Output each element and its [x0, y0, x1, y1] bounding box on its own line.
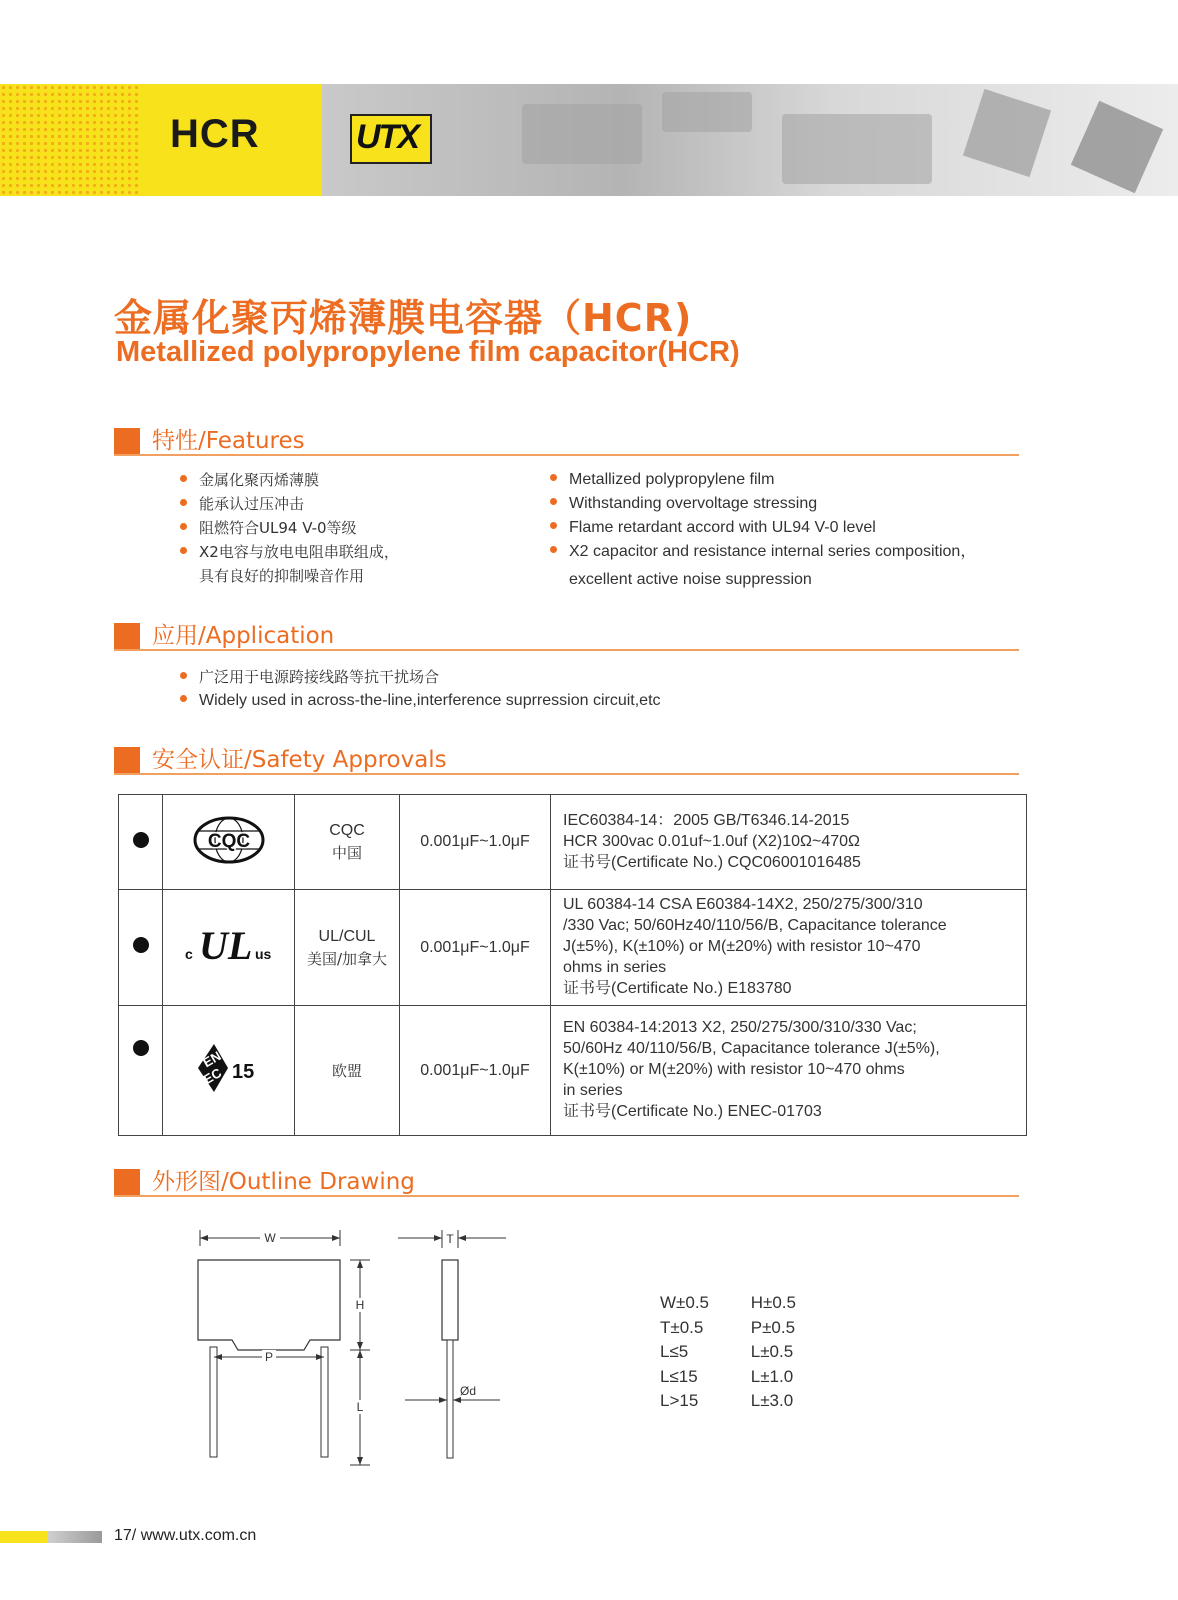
page-title-cn: 金属化聚丙烯薄膜电容器（HCR) — [114, 296, 693, 340]
section-marker — [114, 428, 140, 454]
header-photo — [322, 84, 1178, 196]
section-marker — [114, 1169, 140, 1195]
section-marker — [114, 623, 140, 649]
approval-region: 欧盟 — [295, 1006, 400, 1136]
header-dot-pattern — [0, 84, 140, 196]
footer-yellow-bar — [0, 1531, 48, 1543]
bullet-dot — [133, 832, 149, 848]
list-item: X2电容与放电电阻串联组成， — [180, 542, 399, 562]
series-title: HCR — [170, 112, 260, 156]
approval-name: CQC — [329, 822, 365, 839]
approval-name: UL/CUL — [318, 927, 376, 945]
svg-text:us: us — [254, 946, 271, 962]
approval-region: 中国 — [331, 844, 362, 862]
table-row: CQC CQC 中国 0.001μF~1.0μF IEC60384-14：2005 GB/T6346.14-2015 HCR 300vac 0.01uf~1.0uf (X2)10Ω~470Ω 证书号(Certificate No.) CQC06001016485 — [119, 795, 1027, 890]
capacitance-range: 0.001μF~1.0μF — [400, 795, 551, 890]
enec-logo — [194, 1038, 264, 1098]
outline-drawing — [190, 1220, 520, 1480]
capacitor-image — [963, 89, 1051, 177]
header-band — [0, 84, 1178, 196]
svg-text:T: T — [446, 1232, 454, 1246]
section-marker — [114, 747, 140, 773]
svg-text:c: c — [184, 946, 193, 962]
list-item: X2 capacitor and resistance internal series composition， — [550, 542, 976, 562]
capacitance-range: 0.001μF~1.0μF — [400, 890, 551, 1006]
utx-logo: UTX — [350, 114, 432, 164]
list-item-continued: excellent active noise suppression — [569, 571, 812, 588]
application-heading: 应用/Application — [114, 617, 1019, 651]
list-item: 广泛用于电源跨接线路等抗干扰场合 — [180, 667, 439, 687]
table-row: EN EC 15 欧盟 0.001μF~1.0μF EN 60384-14:2013 X2, 250/275/300/310/330 Vac; 50/60Hz 40/110/56/B, Capacitance tolerance J(±5%), K(±10%) or M(±20%) with resistor 10~470 ohms in series 证书号(Certificate No.) ENEC-01703 — [119, 1006, 1027, 1136]
svg-text:Ød: Ød — [460, 1384, 477, 1398]
svg-text:CQC: CQC — [207, 830, 250, 852]
table-row: c UL us UL/CUL 美国/加拿大 0.001μF~1.0μF UL 60384-14 CSA E60384-14X2, 250/275/300/310 /330 Vac; 50/60Hz40/110/56/B, Capacitance tolerance J(±5%), K(±10%) or M(±20%) with resistor 10~470 ohms in series 证书号(Certificate No.) E183780 — [119, 890, 1027, 1006]
svg-text:L: L — [356, 1400, 364, 1414]
list-item: 金属化聚丙烯薄膜 — [180, 470, 319, 490]
list-item: Flame retardant accord with UL94 V-0 level — [550, 518, 876, 538]
page-footer: 17/ www.utx.com.cn — [114, 1527, 257, 1544]
svg-text:H: H — [355, 1298, 365, 1312]
ul-logo — [181, 923, 277, 967]
list-item: 能承认过压冲击 — [180, 494, 304, 514]
capacitor-image — [1071, 101, 1163, 193]
approvals-table — [118, 794, 1027, 1136]
list-item: Withstanding overvoltage stressing — [550, 494, 817, 514]
tolerance-table: W±0.5 T±0.5 L≤5 L≤15 L>15 H±0.5 P±0.5 L±0.5 L±1.0 L±3.0 — [660, 1293, 796, 1410]
header-yellow-panel — [0, 84, 322, 196]
approval-region: 美国/加拿大 — [306, 949, 388, 968]
list-item-continued: 具有良好的抑制噪音作用 — [199, 567, 365, 585]
svg-text:P: P — [264, 1350, 274, 1364]
list-item: 阻燃符合UL94 V-0等级 — [180, 518, 357, 538]
list-item: Widely used in across-the-line,interference suprression circuit,etc — [180, 691, 661, 711]
svg-text:15: 15 — [231, 1061, 254, 1083]
bullet-dot — [133, 1040, 149, 1056]
outline-heading: 外形图/Outline Drawing — [114, 1163, 1019, 1197]
page-title-en: Metallized polypropylene film capacitor(HCR) — [116, 336, 740, 368]
bullet-dot — [133, 937, 149, 953]
svg-text:W: W — [264, 1231, 276, 1245]
cqc-logo — [192, 814, 266, 866]
list-item: Metallized polypropylene film — [550, 470, 774, 490]
capacitance-range: 0.001μF~1.0μF — [400, 1006, 551, 1136]
svg-text:EN: EN — [199, 1048, 223, 1071]
safety-heading: 安全认证/Safety Approvals — [114, 741, 1019, 775]
footer-gray-bar — [48, 1531, 102, 1543]
svg-text:UL: UL — [198, 923, 252, 967]
svg-text:EC: EC — [200, 1065, 224, 1088]
features-heading: 特性/Features — [114, 422, 1019, 456]
